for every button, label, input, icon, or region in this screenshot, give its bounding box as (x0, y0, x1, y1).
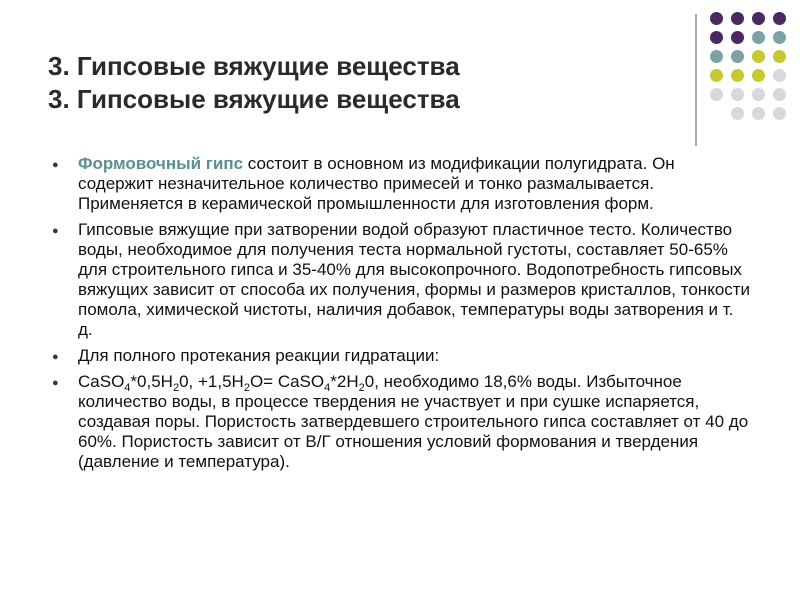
title-line-2: 3. Гипсовые вяжущие вещества (48, 84, 460, 114)
title-line-1: 3. Гипсовые вяжущие вещества (48, 51, 460, 81)
decorative-dot (731, 69, 744, 82)
decorative-dot (731, 88, 744, 101)
decorative-dot (710, 107, 723, 120)
paragraph-text: Гипсовые вяжущие при затворении водой образуют пластичное тесто. Количество воды, необходимое для получения теста нормальной густоты, составляет 50-65% для строительного гипса и 35-40% для высокопрочного. Водопотребность гипсовых вяжущих зависит от способа их получения, формы и размеров кристаллов, тонкости помола, химической чистоты, наличия добавок, температуры воды затворения и т. д. (78, 220, 751, 339)
decorative-dot (752, 12, 765, 25)
bullet-icon: ● (52, 159, 59, 171)
decorative-dot (731, 12, 744, 25)
decorative-dot (731, 31, 744, 44)
formula-part: *2H (330, 372, 359, 391)
list-item (52, 220, 752, 340)
list-item (52, 154, 752, 214)
subscript: 2 (243, 382, 250, 394)
paragraph-text: состоит в основном из модификации полугидрата. Он содержит незначительное количество примесей и тонко размалывается. Применяется в керамической промышленности для изготовления форм. (78, 154, 675, 213)
subscript: 2 (358, 382, 365, 394)
formula-text (78, 372, 748, 471)
decorative-dot (773, 69, 786, 82)
formula-part: 0, +1,5H (179, 372, 244, 391)
decorative-dot (773, 88, 786, 101)
slide-title (48, 50, 668, 116)
subscript: 4 (324, 382, 331, 394)
list-item (52, 346, 752, 366)
decorative-dot (752, 88, 765, 101)
bullet-list (52, 154, 752, 478)
decorative-dot (710, 69, 723, 82)
decorative-dot (773, 31, 786, 44)
formula-part: CaSO (78, 372, 125, 391)
formula-part: *0,5H (130, 372, 173, 391)
decorative-dot (752, 31, 765, 44)
bullet-icon: ● (52, 351, 59, 363)
formula-part: O= CaSO (249, 372, 325, 391)
decorative-dot (752, 69, 765, 82)
decorative-dot-grid (710, 12, 786, 120)
subscript: 2 (172, 382, 180, 394)
decorative-dot (773, 107, 786, 120)
decorative-dot (731, 107, 744, 120)
bullet-icon: ● (52, 377, 59, 389)
decorative-dot (710, 31, 723, 44)
decorative-dot (752, 50, 765, 63)
paragraph-text: 0, необходимо 18,6% воды. Избыточное количество воды, в процессе твердения не участвует и при сушке испаряется, создавая поры. Пористость затвердевшего строительного гипса составляет от 40 до 60%. Пористость зависит от В/Г отношения условий формования и твердения (давление и температура). (78, 372, 749, 471)
decorative-dot (752, 107, 765, 120)
decorative-dot (731, 50, 744, 63)
decorative-dot (710, 50, 723, 63)
paragraph-text: Для полного протекания реакции гидратации: (78, 346, 440, 365)
vertical-divider (695, 14, 697, 146)
list-item (52, 372, 752, 472)
subscript: 4 (124, 382, 131, 394)
decorative-dot (773, 12, 786, 25)
decorative-dot (773, 50, 786, 63)
decorative-dot (710, 88, 723, 101)
bullet-icon: ● (52, 225, 59, 237)
highlighted-term: Формовочный гипс (78, 154, 244, 173)
decorative-dot (710, 12, 723, 25)
